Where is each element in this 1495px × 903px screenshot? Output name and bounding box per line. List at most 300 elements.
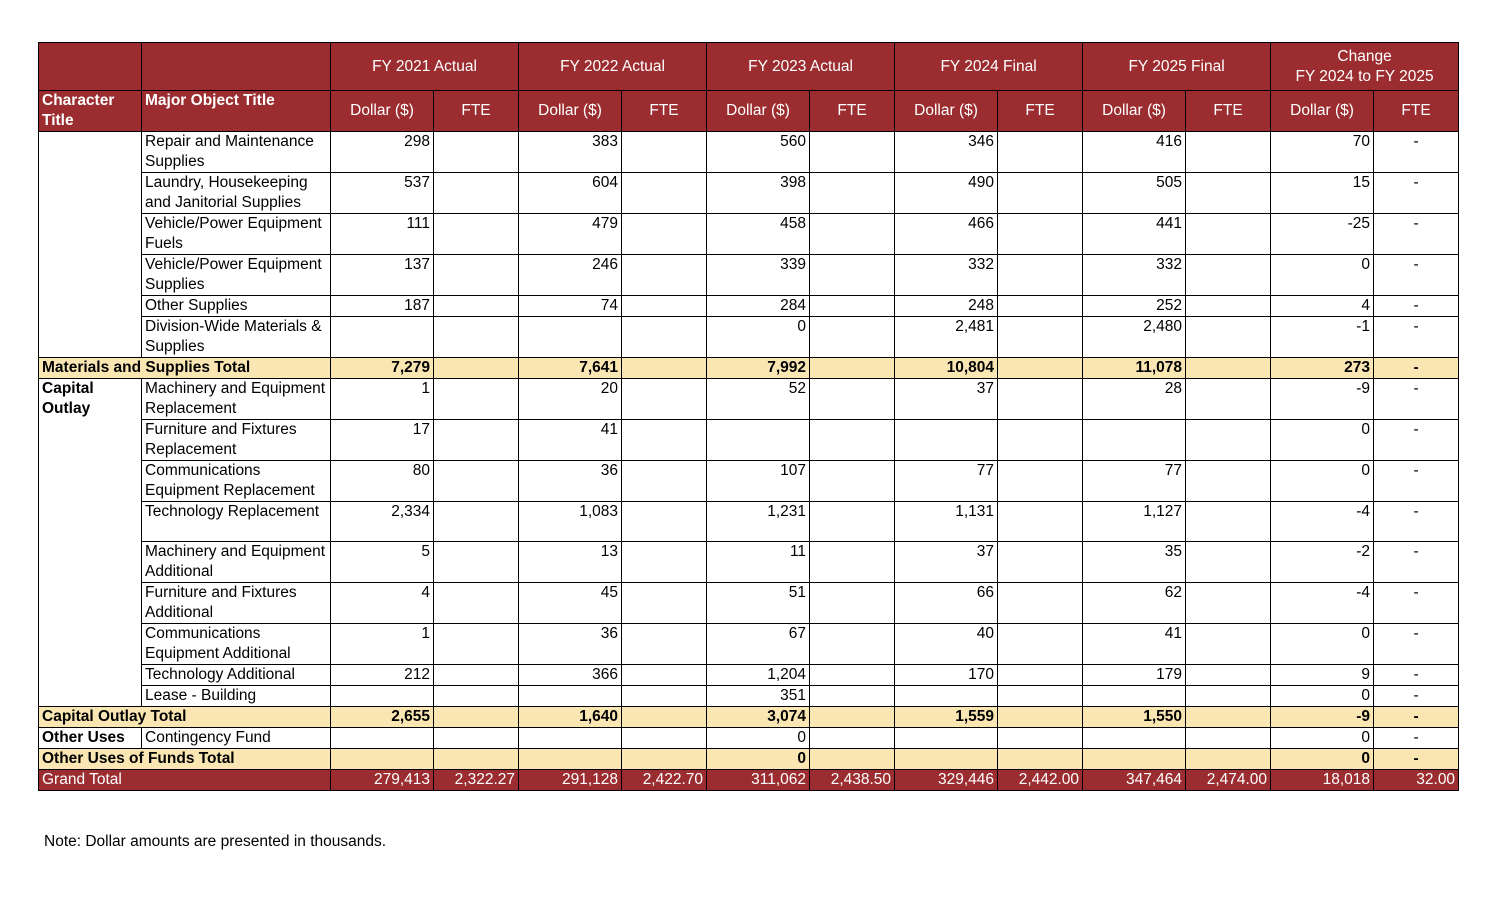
fte-cell xyxy=(434,420,519,461)
dollar-cell: 74 xyxy=(519,296,622,317)
fte-cell xyxy=(1186,583,1271,624)
major-object-title-cell: Communications Equipment Replacement xyxy=(142,461,331,502)
table-row xyxy=(39,542,1459,583)
fte-cell xyxy=(998,214,1083,255)
fte-cell xyxy=(1186,502,1271,542)
dollar-cell: 111 xyxy=(331,214,434,255)
fte-cell: 32.00 xyxy=(1374,770,1459,791)
fte-cell: - xyxy=(1374,749,1459,770)
dollar-cell xyxy=(1083,686,1186,707)
total-label: Materials and Supplies Total xyxy=(39,358,331,379)
fte-cell xyxy=(434,665,519,686)
dollar-cell: 41 xyxy=(1083,624,1186,665)
fte-cell xyxy=(1186,132,1271,173)
fte-cell xyxy=(1186,255,1271,296)
dollar-cell: 0 xyxy=(1271,420,1374,461)
dollar-cell xyxy=(519,686,622,707)
fte-cell xyxy=(810,728,895,749)
fte-cell xyxy=(998,686,1083,707)
fte-cell: 2,322.27 xyxy=(434,770,519,791)
dollar-cell: 347,464 xyxy=(1083,770,1186,791)
fte-cell xyxy=(1186,749,1271,770)
fte-cell xyxy=(622,132,707,173)
total-row xyxy=(39,707,1459,728)
fte-cell xyxy=(1186,728,1271,749)
fte-cell: - xyxy=(1374,624,1459,665)
dollar-cell: 560 xyxy=(707,132,810,173)
fte-cell: 2,442.00 xyxy=(998,770,1083,791)
fte-cell xyxy=(998,255,1083,296)
fte-cell xyxy=(1186,296,1271,317)
fte-cell xyxy=(434,502,519,542)
fte-cell xyxy=(434,296,519,317)
fte-cell xyxy=(810,665,895,686)
table-row xyxy=(39,317,1459,358)
character-title-cell: Other Uses xyxy=(39,728,142,749)
year-header: FY 2021 Actual xyxy=(331,43,519,91)
dollar-cell xyxy=(707,420,810,461)
dollar-cell xyxy=(519,317,622,358)
dollar-cell: 67 xyxy=(707,624,810,665)
fte-cell: 2,438.50 xyxy=(810,770,895,791)
fte-cell xyxy=(998,317,1083,358)
dollar-cell: 416 xyxy=(1083,132,1186,173)
major-object-title-cell: Technology Replacement xyxy=(142,502,331,542)
dollar-cell: 1,550 xyxy=(1083,707,1186,728)
fte-cell xyxy=(998,461,1083,502)
dollar-cell: 2,334 xyxy=(331,502,434,542)
fte-cell xyxy=(434,317,519,358)
budget-table xyxy=(38,42,1459,791)
dollar-cell: 4 xyxy=(1271,296,1374,317)
dollar-cell: 80 xyxy=(331,461,434,502)
dollar-cell: 170 xyxy=(895,665,998,686)
fte-cell: - xyxy=(1374,358,1459,379)
fte-column-header: FTE xyxy=(810,91,895,132)
fte-cell xyxy=(434,358,519,379)
fte-cell xyxy=(810,358,895,379)
dollar-cell: 604 xyxy=(519,173,622,214)
character-title-cell: Capital Outlay xyxy=(39,379,142,707)
table-row xyxy=(39,420,1459,461)
fte-cell: - xyxy=(1374,296,1459,317)
dollar-cell: 35 xyxy=(1083,542,1186,583)
major-object-title-cell: Other Supplies xyxy=(142,296,331,317)
fte-cell xyxy=(998,132,1083,173)
fte-cell: - xyxy=(1374,420,1459,461)
major-object-title-cell: Furniture and Fixtures Replacement xyxy=(142,420,331,461)
dollar-cell xyxy=(331,728,434,749)
dollar-cell: 37 xyxy=(895,542,998,583)
character-title-cell xyxy=(39,132,142,358)
dollar-cell: 537 xyxy=(331,173,434,214)
fte-cell xyxy=(434,707,519,728)
fte-cell: 2,474.00 xyxy=(1186,770,1271,791)
dollar-cell: 490 xyxy=(895,173,998,214)
fte-cell: - xyxy=(1374,542,1459,583)
dollar-cell xyxy=(331,749,434,770)
dollar-cell xyxy=(331,317,434,358)
dollar-cell xyxy=(1083,420,1186,461)
year-header: FY 2025 Final xyxy=(1083,43,1271,91)
major-object-title-header: Major Object Title xyxy=(142,91,331,132)
fte-cell: - xyxy=(1374,665,1459,686)
major-object-title-cell: Technology Additional xyxy=(142,665,331,686)
fte-cell xyxy=(810,379,895,420)
dollar-cell: 4 xyxy=(331,583,434,624)
major-object-title-cell: Laundry, Housekeeping and Janitorial Supplies xyxy=(142,173,331,214)
fte-cell: - xyxy=(1374,686,1459,707)
total-row xyxy=(39,749,1459,770)
fte-cell xyxy=(810,255,895,296)
fte-column-header: FTE xyxy=(1374,91,1459,132)
fte-cell xyxy=(810,502,895,542)
fte-cell xyxy=(622,255,707,296)
dollar-column-header: Dollar ($) xyxy=(895,91,998,132)
table-row xyxy=(39,255,1459,296)
fte-cell: - xyxy=(1374,707,1459,728)
dollar-cell xyxy=(895,749,998,770)
fte-cell: - xyxy=(1374,728,1459,749)
fte-cell xyxy=(1186,379,1271,420)
dollar-cell: 1,231 xyxy=(707,502,810,542)
dollar-column-header: Dollar ($) xyxy=(331,91,434,132)
dollar-cell: 346 xyxy=(895,132,998,173)
year-header: FY 2023 Actual xyxy=(707,43,895,91)
table-row xyxy=(39,665,1459,686)
dollar-cell: 77 xyxy=(1083,461,1186,502)
dollar-cell: 137 xyxy=(331,255,434,296)
dollar-cell xyxy=(331,686,434,707)
fte-cell xyxy=(622,665,707,686)
dollar-cell: 339 xyxy=(707,255,810,296)
dollar-cell: 36 xyxy=(519,624,622,665)
major-object-title-cell: Machinery and Equipment Replacement xyxy=(142,379,331,420)
dollar-cell: 1,559 xyxy=(895,707,998,728)
fte-cell xyxy=(622,624,707,665)
fte-cell xyxy=(998,379,1083,420)
dollar-cell: 1 xyxy=(331,379,434,420)
dollar-cell: 107 xyxy=(707,461,810,502)
table-row xyxy=(39,379,1459,420)
character-title-header: Character Title xyxy=(39,91,142,132)
fte-cell xyxy=(810,542,895,583)
fte-cell xyxy=(1186,707,1271,728)
fte-cell: - xyxy=(1374,461,1459,502)
fte-cell xyxy=(1186,173,1271,214)
total-label: Capital Outlay Total xyxy=(39,707,331,728)
dollar-cell: 332 xyxy=(1083,255,1186,296)
fte-cell xyxy=(810,173,895,214)
dollar-cell: 284 xyxy=(707,296,810,317)
dollar-cell xyxy=(519,749,622,770)
dollar-cell: 1,083 xyxy=(519,502,622,542)
fte-cell xyxy=(810,317,895,358)
dollar-cell: 20 xyxy=(519,379,622,420)
fte-cell: - xyxy=(1374,379,1459,420)
fte-cell xyxy=(998,358,1083,379)
dollar-cell: 40 xyxy=(895,624,998,665)
fte-cell xyxy=(1186,665,1271,686)
fte-cell xyxy=(622,317,707,358)
fte-cell xyxy=(622,707,707,728)
dollar-cell: 62 xyxy=(1083,583,1186,624)
fte-cell xyxy=(434,686,519,707)
table-row xyxy=(39,214,1459,255)
fte-cell xyxy=(434,583,519,624)
dollar-cell: 179 xyxy=(1083,665,1186,686)
dollar-cell xyxy=(895,686,998,707)
fte-cell: - xyxy=(1374,214,1459,255)
dollar-cell: 351 xyxy=(707,686,810,707)
fte-cell xyxy=(1186,542,1271,583)
fte-cell xyxy=(1186,420,1271,461)
total-row xyxy=(39,358,1459,379)
dollar-cell: 252 xyxy=(1083,296,1186,317)
major-object-title-cell: Machinery and Equipment Additional xyxy=(142,542,331,583)
fte-cell xyxy=(810,749,895,770)
fte-cell xyxy=(998,173,1083,214)
column-header-row xyxy=(39,91,1459,132)
dollar-cell: -2 xyxy=(1271,542,1374,583)
dollar-cell: 28 xyxy=(1083,379,1186,420)
dollar-cell: 505 xyxy=(1083,173,1186,214)
fte-column-header: FTE xyxy=(622,91,707,132)
dollar-column-header: Dollar ($) xyxy=(519,91,622,132)
fte-cell xyxy=(810,420,895,461)
dollar-cell: 10,804 xyxy=(895,358,998,379)
dollar-cell: -1 xyxy=(1271,317,1374,358)
fte-cell xyxy=(998,665,1083,686)
fte-cell xyxy=(998,502,1083,542)
fte-cell xyxy=(998,296,1083,317)
fte-cell: - xyxy=(1374,317,1459,358)
fte-cell xyxy=(810,624,895,665)
dollar-cell: 7,641 xyxy=(519,358,622,379)
dollar-cell: 0 xyxy=(707,749,810,770)
fte-cell xyxy=(810,583,895,624)
fte-cell xyxy=(810,214,895,255)
major-object-title-cell: Contingency Fund xyxy=(142,728,331,749)
dollar-cell: 298 xyxy=(331,132,434,173)
fte-cell xyxy=(810,132,895,173)
dollar-cell: 77 xyxy=(895,461,998,502)
dollar-cell: 383 xyxy=(519,132,622,173)
dollar-cell: 2,481 xyxy=(895,317,998,358)
grand-total-row xyxy=(39,770,1459,791)
dollar-cell: 273 xyxy=(1271,358,1374,379)
dollar-cell: 187 xyxy=(331,296,434,317)
table-row xyxy=(39,461,1459,502)
fte-cell xyxy=(1186,461,1271,502)
fte-cell xyxy=(1186,358,1271,379)
fte-cell xyxy=(434,214,519,255)
dollar-cell: -4 xyxy=(1271,502,1374,542)
dollar-cell: -9 xyxy=(1271,379,1374,420)
dollar-cell: 311,062 xyxy=(707,770,810,791)
dollar-cell: 212 xyxy=(331,665,434,686)
dollar-cell: 51 xyxy=(707,583,810,624)
dollar-cell: 7,279 xyxy=(331,358,434,379)
dollar-cell: 291,128 xyxy=(519,770,622,791)
fte-cell xyxy=(998,542,1083,583)
dollar-cell: 13 xyxy=(519,542,622,583)
dollar-cell: 15 xyxy=(1271,173,1374,214)
dollar-cell: 279,413 xyxy=(331,770,434,791)
dollar-cell: 332 xyxy=(895,255,998,296)
table-row xyxy=(39,583,1459,624)
fte-cell xyxy=(622,461,707,502)
dollar-cell: 70 xyxy=(1271,132,1374,173)
fte-cell xyxy=(434,728,519,749)
fte-column-header: FTE xyxy=(1186,91,1271,132)
fte-cell xyxy=(434,461,519,502)
dollar-cell: 0 xyxy=(707,317,810,358)
fte-cell xyxy=(1186,624,1271,665)
dollar-column-header: Dollar ($) xyxy=(1271,91,1374,132)
dollar-cell: 2,655 xyxy=(331,707,434,728)
table-row xyxy=(39,296,1459,317)
dollar-cell: 1,204 xyxy=(707,665,810,686)
fte-cell: 2,422.70 xyxy=(622,770,707,791)
dollar-cell: 0 xyxy=(1271,749,1374,770)
dollar-cell: 66 xyxy=(895,583,998,624)
fte-column-header: FTE xyxy=(434,91,519,132)
dollar-cell: 246 xyxy=(519,255,622,296)
fte-cell xyxy=(810,686,895,707)
dollar-cell: 52 xyxy=(707,379,810,420)
year-header: FY 2024 Final xyxy=(895,43,1083,91)
dollar-cell: 3,074 xyxy=(707,707,810,728)
dollar-cell xyxy=(895,420,998,461)
table-body xyxy=(39,132,1459,791)
dollar-cell: 45 xyxy=(519,583,622,624)
fte-cell: - xyxy=(1374,255,1459,296)
major-object-title-cell: Division-Wide Materials & Supplies xyxy=(142,317,331,358)
fte-cell xyxy=(622,728,707,749)
blank-header-cell xyxy=(142,43,331,91)
dollar-cell xyxy=(1083,728,1186,749)
change-header: Change FY 2024 to FY 2025 xyxy=(1271,43,1459,91)
fte-cell xyxy=(434,173,519,214)
fte-cell xyxy=(622,502,707,542)
fte-cell xyxy=(1186,686,1271,707)
table-row xyxy=(39,624,1459,665)
dollar-cell: -9 xyxy=(1271,707,1374,728)
fte-cell xyxy=(998,728,1083,749)
dollar-cell: 0 xyxy=(1271,624,1374,665)
fte-cell xyxy=(998,624,1083,665)
year-header-row xyxy=(39,43,1459,91)
major-object-title-cell: Repair and Maintenance Supplies xyxy=(142,132,331,173)
fte-cell xyxy=(434,542,519,583)
fte-cell xyxy=(622,749,707,770)
dollar-cell: 11 xyxy=(707,542,810,583)
dollar-cell: 0 xyxy=(1271,728,1374,749)
dollar-cell: 1,127 xyxy=(1083,502,1186,542)
dollar-cell: 329,446 xyxy=(895,770,998,791)
fte-cell xyxy=(622,173,707,214)
fte-cell: - xyxy=(1374,173,1459,214)
table-row xyxy=(39,686,1459,707)
fte-cell xyxy=(434,749,519,770)
fte-cell xyxy=(810,461,895,502)
dollar-cell: 1 xyxy=(331,624,434,665)
fte-cell xyxy=(622,296,707,317)
major-object-title-cell: Vehicle/Power Equipment Supplies xyxy=(142,255,331,296)
dollar-cell: 41 xyxy=(519,420,622,461)
dollar-cell: 18,018 xyxy=(1271,770,1374,791)
dollar-cell: 466 xyxy=(895,214,998,255)
dollar-cell: 1,640 xyxy=(519,707,622,728)
dollar-cell: 5 xyxy=(331,542,434,583)
dollar-cell xyxy=(1083,749,1186,770)
dollar-cell xyxy=(519,728,622,749)
dollar-cell: -25 xyxy=(1271,214,1374,255)
fte-cell xyxy=(1186,214,1271,255)
fte-cell xyxy=(622,379,707,420)
dollar-cell: 36 xyxy=(519,461,622,502)
fte-cell xyxy=(810,707,895,728)
fte-cell xyxy=(810,296,895,317)
dollar-cell: 0 xyxy=(1271,686,1374,707)
major-object-title-cell: Furniture and Fixtures Additional xyxy=(142,583,331,624)
major-object-title-cell: Vehicle/Power Equipment Fuels xyxy=(142,214,331,255)
fte-cell: - xyxy=(1374,132,1459,173)
dollar-cell: 11,078 xyxy=(1083,358,1186,379)
dollar-cell: 0 xyxy=(1271,255,1374,296)
fte-cell: - xyxy=(1374,583,1459,624)
dollar-cell: 398 xyxy=(707,173,810,214)
dollar-cell: 366 xyxy=(519,665,622,686)
fte-cell xyxy=(998,707,1083,728)
fte-cell xyxy=(622,686,707,707)
fte-cell xyxy=(622,420,707,461)
fte-cell xyxy=(434,255,519,296)
table-row xyxy=(39,502,1459,542)
fte-cell xyxy=(622,583,707,624)
fte-column-header: FTE xyxy=(998,91,1083,132)
dollar-cell xyxy=(895,728,998,749)
dollar-cell: 7,992 xyxy=(707,358,810,379)
table-row xyxy=(39,728,1459,749)
grand-total-label: Grand Total xyxy=(39,770,331,791)
dollar-cell: 2,480 xyxy=(1083,317,1186,358)
dollar-column-header: Dollar ($) xyxy=(707,91,810,132)
fte-cell xyxy=(998,420,1083,461)
blank-header-cell xyxy=(39,43,142,91)
dollar-cell: 9 xyxy=(1271,665,1374,686)
dollar-cell: 441 xyxy=(1083,214,1186,255)
fte-cell xyxy=(998,583,1083,624)
table-row xyxy=(39,173,1459,214)
fte-cell xyxy=(622,358,707,379)
major-object-title-cell: Lease - Building xyxy=(142,686,331,707)
major-object-title-cell: Communications Equipment Additional xyxy=(142,624,331,665)
dollar-cell: 0 xyxy=(707,728,810,749)
dollar-cell: 0 xyxy=(1271,461,1374,502)
dollar-cell: -4 xyxy=(1271,583,1374,624)
fte-cell xyxy=(434,624,519,665)
fte-cell: - xyxy=(1374,502,1459,542)
fte-cell xyxy=(434,132,519,173)
table-row xyxy=(39,132,1459,173)
total-label: Other Uses of Funds Total xyxy=(39,749,331,770)
dollar-cell: 17 xyxy=(331,420,434,461)
fte-cell xyxy=(434,379,519,420)
dollar-cell: 37 xyxy=(895,379,998,420)
dollar-column-header: Dollar ($) xyxy=(1083,91,1186,132)
